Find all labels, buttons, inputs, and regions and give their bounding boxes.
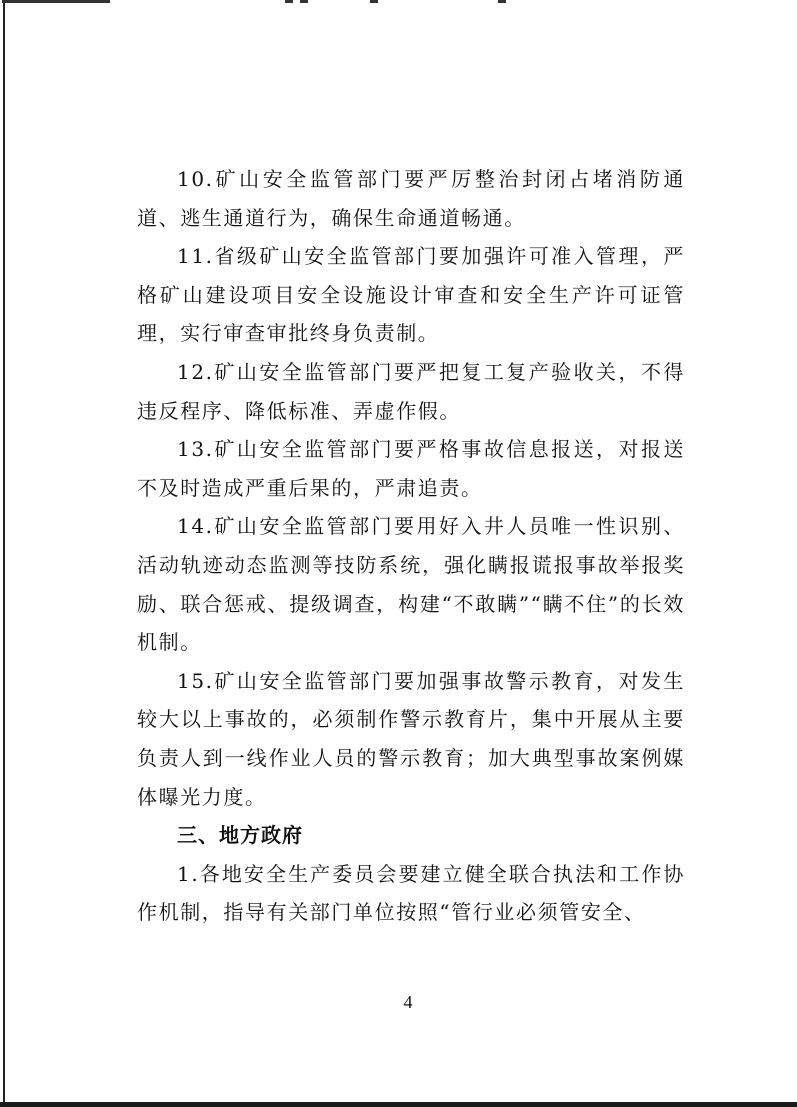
section-heading-local-government: 三、地方政府 <box>177 823 303 848</box>
scan-top-edge <box>0 0 797 4</box>
paragraph-item-13: 13.矿山安全监管部门要严格事故信息报送，对报送不及时造成严重后果的，严肃追责。 <box>137 437 685 500</box>
paragraph-item-12: 12.矿山安全监管部门要严把复工复产验收关，不得违反程序、降低标准、弄虚作假。 <box>137 359 685 423</box>
document-body <box>137 160 685 932</box>
paragraph-item-10: 10.矿山安全监管部门要严厉整治封闭占堵消防通道、逃生通道行为，确保生命通道畅通。 <box>137 167 685 230</box>
scan-bottom-edge <box>0 1102 797 1107</box>
paragraph-item-11: 11.省级矿山安全监管部门要加强许可准入管理，严格矿山建设项目安全设施设计审查和安全生产许可证管理，实行审查审批终身负责制。 <box>137 244 685 346</box>
paragraph-item-15: 15.矿山安全监管部门要加强事故警示教育，对发生较大以上事故的，必须制作警示教育片，集中开展从主要负责人到一线作业人员的警示教育；加大典型事故案例媒体曝光力度。 <box>137 668 685 809</box>
scan-left-edge <box>3 0 5 1107</box>
paragraph-item-14: 14.矿山安全监管部门要用好入井人员唯一性识别、活动轨迹动态监测等技防系统，强化瞒报谎报事故举报奖励、联合惩戒、提级调查，构建“不敢瞒”“瞒不住”的长效机制。 <box>137 514 685 655</box>
page-number: 4 <box>403 992 413 1012</box>
paragraph-local-item-1: 1.各地安全生产委员会要建立健全联合执法和工作协作机制，指导有关部门单位按照“管行业必须管安全、 <box>137 861 685 925</box>
